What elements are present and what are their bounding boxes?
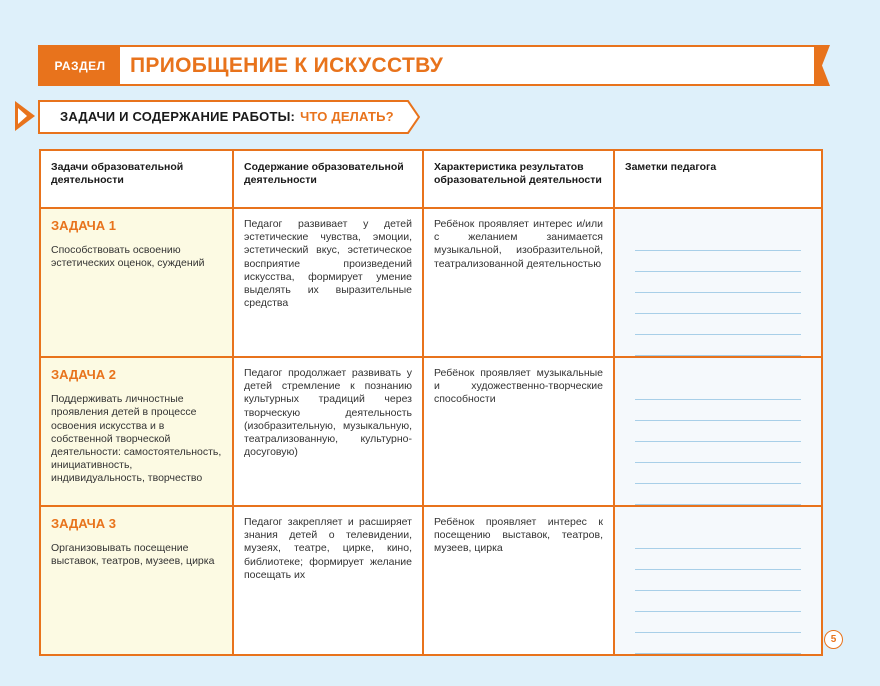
page-number: 5 <box>824 630 843 649</box>
result-text: Ребёнок проявляет интерес к посещению выставок, театров, музеев, цирка <box>434 516 603 555</box>
task-cell <box>40 506 233 655</box>
content-cell <box>233 357 423 506</box>
note-line <box>635 484 801 505</box>
content-text: Педагог продолжает развивать у детей стремление к познанию культурных традиций через творческую деятельность (изобразительную, музыкальную, театрализованную, культурно-досуговую) <box>244 367 412 459</box>
result-cell <box>423 506 614 655</box>
note-line <box>635 379 801 400</box>
note-line <box>635 400 801 421</box>
table-row <box>40 208 822 357</box>
note-line <box>635 633 801 654</box>
content-cell <box>233 506 423 655</box>
note-lines <box>625 367 811 505</box>
notes-cell[interactable] <box>614 506 822 655</box>
result-text: Ребёнок проявляет музыкальные и художественно-творческие способности <box>434 367 603 406</box>
table-header-row <box>40 150 822 208</box>
content-text: Педагог закрепляет и расширяет знания детей о телевидении, музеях, театре, цирке, кино, библиотеке; формирует желание посещать их <box>244 516 412 581</box>
column-header-content: Содержание образовательной деятельности <box>233 150 423 208</box>
content-cell <box>233 208 423 357</box>
note-line <box>635 314 801 335</box>
note-line <box>635 570 801 591</box>
subheader-text: ЗАДАЧИ И СОДЕРЖАНИЕ РАБОТЫ: <box>60 108 296 124</box>
note-line <box>635 251 801 272</box>
note-line <box>635 442 801 463</box>
task-cell <box>40 208 233 357</box>
table-row <box>40 506 822 655</box>
content-text: Педагог развивает у детей эстетические чувства, эмоции, эстетический вкус, эстетическое восприятие произведений искусства, формирует умение выделять их выразительные средства <box>244 218 412 310</box>
task-label: ЗАДАЧА 3 <box>51 516 117 531</box>
note-lines <box>625 218 811 356</box>
tasks-table <box>39 149 823 656</box>
task-cell <box>40 357 233 506</box>
note-line <box>635 463 801 484</box>
note-line <box>635 230 801 251</box>
note-line <box>635 335 801 356</box>
result-cell <box>423 357 614 506</box>
section-banner <box>38 45 820 86</box>
task-label: ЗАДАЧА 2 <box>51 367 117 382</box>
section-label: РАЗДЕЛ <box>40 47 120 84</box>
banner-flag-icon <box>814 45 830 86</box>
task-text: Организовывать посещение выставок, театров, музеев, цирка <box>51 542 215 568</box>
task-text: Способствовать освоению эстетических оценок, суждений <box>51 244 205 270</box>
column-header-notes: Заметки педагога <box>614 150 822 208</box>
arrow-marker-icon <box>15 101 35 131</box>
note-line <box>635 528 801 549</box>
note-line <box>635 591 801 612</box>
notes-cell[interactable] <box>614 357 822 506</box>
task-text: Поддерживать личностные проявления детей в процессе освоения искусства и в собственной творческой деятельности: самостоятельность, инициативность, индивидуальность, творчество <box>51 393 222 485</box>
table-row <box>40 357 822 506</box>
note-line <box>635 272 801 293</box>
result-text: Ребёнок проявляет интерес и/или с желанием занимается музыкальной, изобразительной, театрализованной деятельностью <box>434 218 603 270</box>
subheader-title <box>60 100 394 132</box>
note-line <box>635 549 801 570</box>
note-line <box>635 293 801 314</box>
subheader-accent: ЧТО ДЕЛАТЬ? <box>300 108 394 124</box>
result-cell <box>423 208 614 357</box>
section-title: ПРИОБЩЕНИЕ К ИСКУССТВУ <box>130 53 444 77</box>
notes-cell[interactable] <box>614 208 822 357</box>
note-line <box>635 421 801 442</box>
column-header-results: Характеристика результатов образовательной деятельности <box>423 150 614 208</box>
column-header-tasks: Задачи образовательной деятельности <box>40 150 233 208</box>
task-label: ЗАДАЧА 1 <box>51 218 117 233</box>
note-line <box>635 612 801 633</box>
note-lines <box>625 516 811 654</box>
